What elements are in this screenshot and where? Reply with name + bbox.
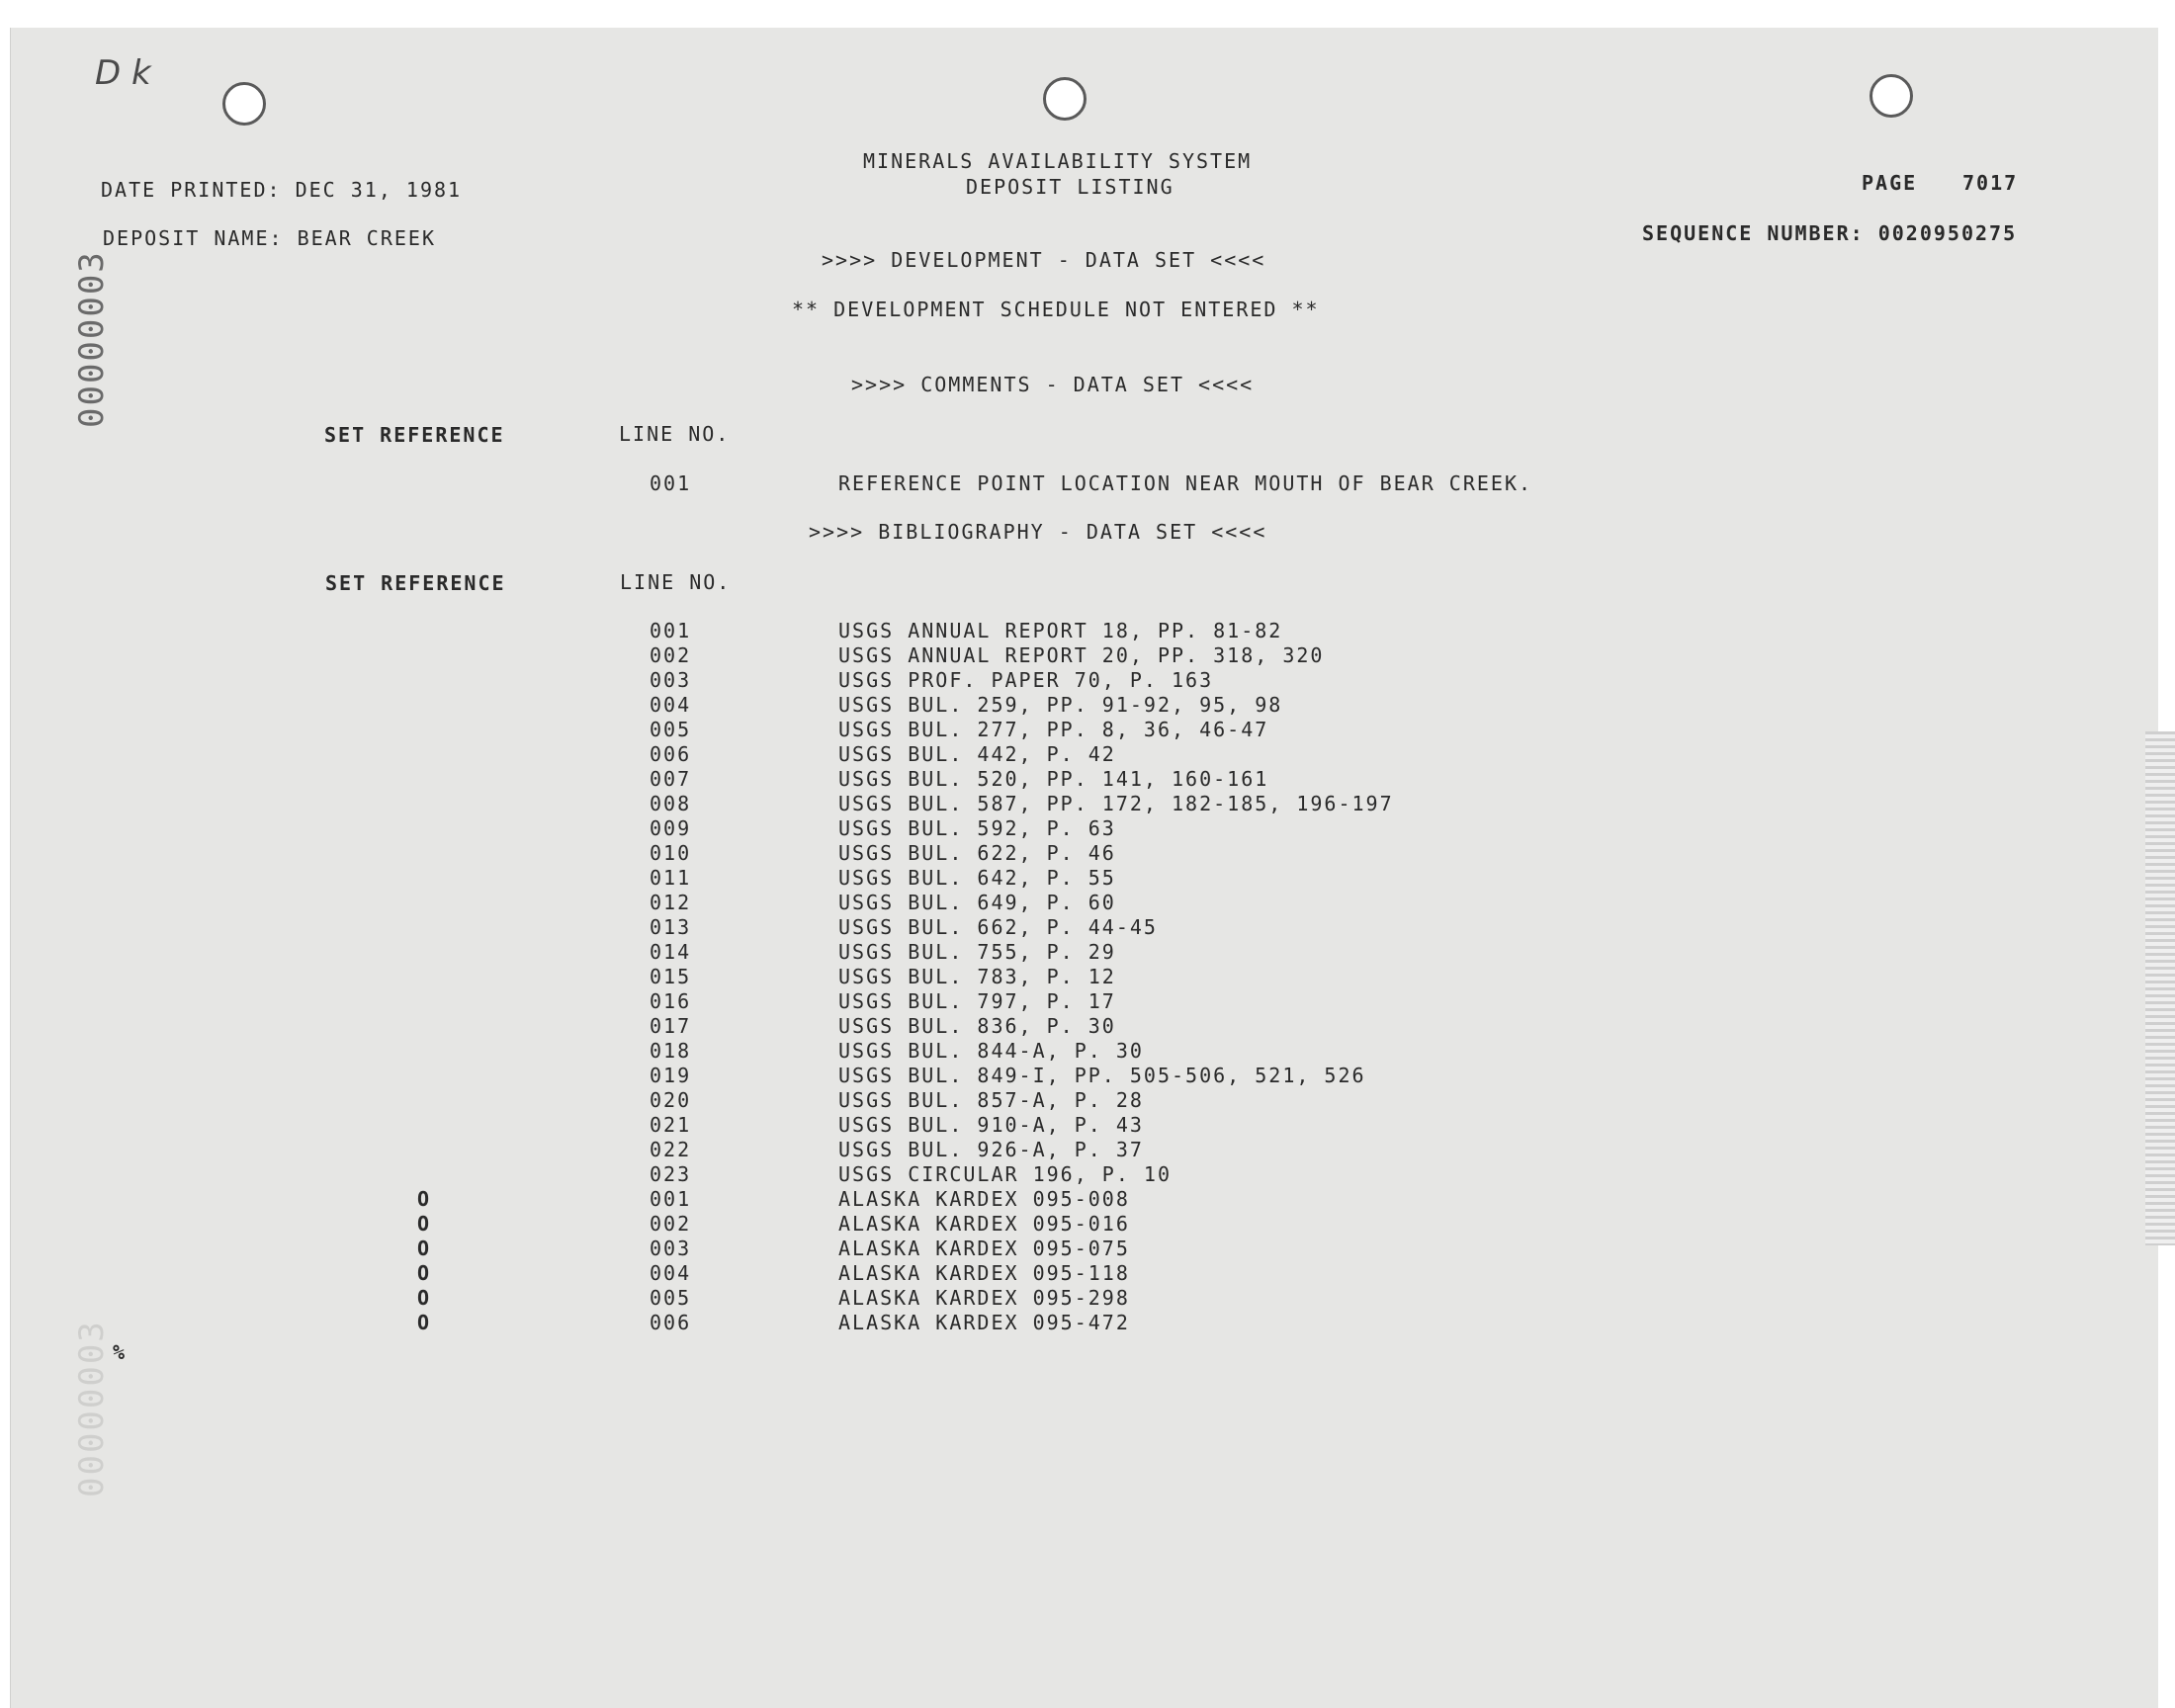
listing-title: DEPOSIT LISTING bbox=[966, 175, 1174, 199]
bibliography-entry: USGS BUL. 520, PP. 141, 160-161 bbox=[838, 767, 1269, 791]
bibliography-row bbox=[0, 718, 2175, 742]
bibliography-line-number: 006 bbox=[650, 742, 692, 766]
bibliography-row bbox=[0, 866, 2175, 891]
bibliography-entry: USGS PROF. PAPER 70, P. 163 bbox=[838, 668, 1214, 692]
percent-mark: % bbox=[113, 1340, 128, 1364]
bibliography-entry: USGS BUL. 910-A, P. 43 bbox=[838, 1113, 1144, 1137]
bibliography-line-number: 002 bbox=[650, 643, 692, 667]
bibliography-entry: USGS BUL. 259, PP. 91-92, 95, 98 bbox=[838, 693, 1283, 717]
bibliography-entry: USGS ANNUAL REPORT 18, PP. 81-82 bbox=[838, 619, 1283, 642]
comments-col-line-no: LINE NO. bbox=[619, 422, 731, 446]
bibliography-entry: USGS BUL. 592, P. 63 bbox=[838, 816, 1116, 840]
bibliography-line-number: 003 bbox=[650, 1237, 692, 1260]
bibliography-entry: ALASKA KARDEX 095-016 bbox=[838, 1212, 1130, 1236]
bibliography-set-reference: O bbox=[417, 1311, 432, 1334]
bibliography-line-number: 022 bbox=[650, 1138, 692, 1161]
bibliography-line-number: 010 bbox=[650, 841, 692, 865]
bibliography-entry: ALASKA KARDEX 095-298 bbox=[838, 1286, 1130, 1310]
bibliography-entry: USGS BUL. 857-A, P. 28 bbox=[838, 1088, 1144, 1112]
bibliography-entry: USGS BUL. 836, P. 30 bbox=[838, 1014, 1116, 1038]
bibliography-line-number: 011 bbox=[650, 866, 692, 890]
bibliography-line-number: 023 bbox=[650, 1162, 692, 1186]
bibliography-set-reference: O bbox=[417, 1187, 432, 1211]
sequence-number: SEQUENCE NUMBER: 0020950275 bbox=[1642, 221, 2018, 245]
bibliography-entry: USGS CIRCULAR 196, P. 10 bbox=[838, 1162, 1172, 1186]
bibliography-row bbox=[0, 668, 2175, 693]
binder-hole-left bbox=[222, 82, 266, 126]
bibliography-line-number: 016 bbox=[650, 989, 692, 1013]
bibliography-line-number: 018 bbox=[650, 1039, 692, 1063]
bibliography-line-number: 017 bbox=[650, 1014, 692, 1038]
bibliography-line-number: 014 bbox=[650, 940, 692, 964]
bibliography-row bbox=[0, 915, 2175, 940]
comment-row bbox=[0, 471, 2175, 496]
bibliography-entry: ALASKA KARDEX 095-118 bbox=[838, 1261, 1130, 1285]
bibliography-line-number: 008 bbox=[650, 792, 692, 815]
bibliography-row bbox=[0, 1311, 2175, 1335]
bibliography-entry: USGS BUL. 622, P. 46 bbox=[838, 841, 1116, 865]
bibliography-row bbox=[0, 1014, 2175, 1039]
bibliography-set-reference: O bbox=[417, 1286, 432, 1310]
bibliography-line-number: 009 bbox=[650, 816, 692, 840]
bibliography-line-number: 015 bbox=[650, 965, 692, 988]
bibliography-row bbox=[0, 1138, 2175, 1162]
margin-stamp-number: 00000003 bbox=[72, 250, 112, 428]
bibliography-row bbox=[0, 1261, 2175, 1286]
bibliography-row bbox=[0, 1212, 2175, 1237]
bibliography-entry: USGS BUL. 844-A, P. 30 bbox=[838, 1039, 1144, 1063]
comment-text: REFERENCE POINT LOCATION NEAR MOUTH OF BEAR CREEK. bbox=[838, 471, 1533, 495]
bibliography-col-set-reference: SET REFERENCE bbox=[325, 571, 506, 595]
comments-col-set-reference: SET REFERENCE bbox=[324, 423, 505, 447]
bibliography-row bbox=[0, 1113, 2175, 1138]
bibliography-line-number: 002 bbox=[650, 1212, 692, 1236]
bibliography-entry: ALASKA KARDEX 095-008 bbox=[838, 1187, 1130, 1211]
bibliography-entry: ALASKA KARDEX 095-472 bbox=[838, 1311, 1130, 1334]
bibliography-entry: USGS BUL. 926-A, P. 37 bbox=[838, 1138, 1144, 1161]
deposit-name: DEPOSIT NAME: BEAR CREEK bbox=[103, 226, 436, 250]
bibliography-row bbox=[0, 767, 2175, 792]
comments-heading: >>>> COMMENTS - DATA SET <<<< bbox=[851, 373, 1255, 396]
bibliography-entry: USGS BUL. 649, P. 60 bbox=[838, 891, 1116, 914]
margin-stamp-number-faint: 00000003 bbox=[72, 1320, 112, 1497]
bibliography-entry: USGS BUL. 755, P. 29 bbox=[838, 940, 1116, 964]
bibliography-entry: USGS BUL. 642, P. 55 bbox=[838, 866, 1116, 890]
bibliography-line-number: 004 bbox=[650, 1261, 692, 1285]
bibliography-row bbox=[0, 1039, 2175, 1064]
bibliography-row bbox=[0, 643, 2175, 668]
bibliography-row bbox=[0, 1187, 2175, 1212]
page-number: 7017 bbox=[1962, 171, 2019, 195]
bibliography-entry: ALASKA KARDEX 095-075 bbox=[838, 1237, 1130, 1260]
bibliography-entry: USGS BUL. 783, P. 12 bbox=[838, 965, 1116, 988]
bibliography-line-number: 021 bbox=[650, 1113, 692, 1137]
bibliography-entry: USGS BUL. 277, PP. 8, 36, 46-47 bbox=[838, 718, 1269, 741]
bibliography-entry: USGS ANNUAL REPORT 20, PP. 318, 320 bbox=[838, 643, 1325, 667]
bibliography-line-number: 007 bbox=[650, 767, 692, 791]
bibliography-line-number: 004 bbox=[650, 693, 692, 717]
bibliography-row bbox=[0, 940, 2175, 965]
corner-handwritten-mark: D k bbox=[95, 53, 151, 93]
bibliography-heading: >>>> BIBLIOGRAPHY - DATA SET <<<< bbox=[809, 520, 1267, 544]
bibliography-row bbox=[0, 816, 2175, 841]
bibliography-line-number: 020 bbox=[650, 1088, 692, 1112]
bibliography-set-reference: O bbox=[417, 1237, 432, 1260]
bibliography-row bbox=[0, 965, 2175, 989]
bibliography-line-number: 001 bbox=[650, 619, 692, 642]
development-heading: >>>> DEVELOPMENT - DATA SET <<<< bbox=[822, 248, 1266, 272]
bibliography-line-number: 012 bbox=[650, 891, 692, 914]
bibliography-set-reference: O bbox=[417, 1261, 432, 1285]
bibliography-row bbox=[0, 891, 2175, 915]
bibliography-row bbox=[0, 989, 2175, 1014]
bibliography-line-number: 001 bbox=[650, 1187, 692, 1211]
bibliography-row bbox=[0, 742, 2175, 767]
bibliography-entry: USGS BUL. 662, P. 44-45 bbox=[838, 915, 1158, 939]
bibliography-row bbox=[0, 1286, 2175, 1311]
bibliography-row bbox=[0, 1088, 2175, 1113]
bibliography-entry: USGS BUL. 849-I, PP. 505-506, 521, 526 bbox=[838, 1064, 1366, 1087]
bibliography-row bbox=[0, 619, 2175, 643]
binder-hole-right bbox=[1870, 74, 1913, 118]
binder-hole-center bbox=[1043, 77, 1087, 121]
bibliography-entry: USGS BUL. 797, P. 17 bbox=[838, 989, 1116, 1013]
bibliography-row bbox=[0, 1162, 2175, 1187]
page-label: PAGE bbox=[1862, 171, 1918, 195]
date-printed: DATE PRINTED: DEC 31, 1981 bbox=[101, 178, 463, 202]
bibliography-entry: USGS BUL. 442, P. 42 bbox=[838, 742, 1116, 766]
development-note: ** DEVELOPMENT SCHEDULE NOT ENTERED ** bbox=[792, 298, 1320, 321]
bibliography-entry: USGS BUL. 587, PP. 172, 182-185, 196-197 bbox=[838, 792, 1394, 815]
bibliography-row bbox=[0, 1237, 2175, 1261]
bibliography-line-number: 003 bbox=[650, 668, 692, 692]
bibliography-row bbox=[0, 693, 2175, 718]
bibliography-line-number: 005 bbox=[650, 1286, 692, 1310]
bibliography-line-number: 005 bbox=[650, 718, 692, 741]
bibliography-row bbox=[0, 841, 2175, 866]
bibliography-line-number: 006 bbox=[650, 1311, 692, 1334]
bibliography-row bbox=[0, 792, 2175, 816]
bibliography-row bbox=[0, 1064, 2175, 1088]
system-title: MINERALS AVAILABILITY SYSTEM bbox=[863, 149, 1253, 173]
bibliography-set-reference: O bbox=[417, 1212, 432, 1236]
bibliography-line-number: 019 bbox=[650, 1064, 692, 1087]
comment-line-number: 001 bbox=[650, 471, 692, 495]
bibliography-line-number: 013 bbox=[650, 915, 692, 939]
bibliography-col-line-no: LINE NO. bbox=[620, 570, 732, 594]
